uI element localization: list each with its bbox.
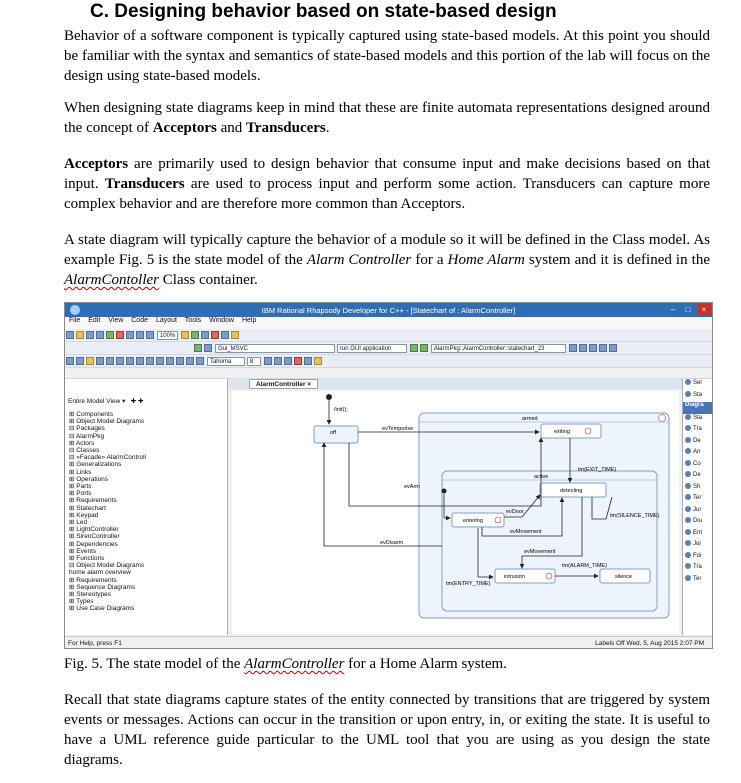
save-icon[interactable] [86, 331, 94, 339]
tree-item[interactable]: ⊞ Keypad [69, 511, 99, 519]
text-run: . [325, 120, 330, 136]
toolbox-label: De [693, 437, 701, 444]
toolbar-icon[interactable] [106, 357, 114, 365]
state-exiting[interactable] [541, 424, 601, 438]
statechart-diagram [232, 391, 679, 634]
font-size-select[interactable]: 8 [247, 357, 261, 366]
tab-alarm-controller[interactable]: AlarmController × [249, 379, 318, 389]
state-off-label: off [330, 430, 337, 436]
diagram-tabbar [229, 379, 684, 389]
toolbox-item[interactable] [683, 506, 713, 518]
menubar [65, 317, 712, 329]
maximize-icon[interactable]: □ [685, 305, 691, 314]
toolbox-label: Ter [693, 575, 702, 582]
initial-pseudostate [326, 394, 332, 400]
toolbox-label: Sta [693, 391, 703, 398]
close-icon[interactable]: × [697, 304, 711, 315]
toolbar-icon[interactable] [176, 357, 184, 365]
toolbar-icon[interactable] [609, 344, 617, 352]
state-entering-label: entering [463, 518, 483, 524]
toolbar-icon[interactable] [284, 357, 292, 365]
active-initial-pseudostate [442, 489, 447, 494]
minimize-icon[interactable]: – [670, 305, 676, 314]
toolbar-icon[interactable] [579, 344, 587, 352]
state-marker-icon [495, 517, 501, 523]
toolbar-icon[interactable] [116, 357, 124, 365]
state-armed-label: armed [522, 416, 538, 422]
condition-icon [685, 460, 691, 466]
model-browser [65, 379, 228, 635]
toolbar-icon[interactable] [76, 357, 84, 365]
toolbar-icon[interactable] [599, 344, 607, 352]
tree-item[interactable]: ⊟ AlarmPkg [69, 432, 105, 440]
toolbox-label: Diu [693, 518, 703, 524]
term-transducers: Transducers [246, 120, 326, 136]
status-help: For Help, press F1 [68, 640, 122, 647]
toolbox-item[interactable] [683, 460, 713, 472]
tree-item[interactable]: ⊞ Dependencies [69, 540, 118, 548]
toolbar-icon[interactable] [201, 331, 209, 339]
statechart-canvas [232, 391, 679, 634]
toolbar-1 [65, 329, 712, 342]
toolbar-icon[interactable] [314, 357, 322, 365]
toolbox-item[interactable] [683, 379, 713, 391]
toolbar-icon[interactable] [231, 331, 239, 339]
paragraph-acceptors-transducers [64, 98, 710, 138]
pane-title: Entire Model View [68, 398, 121, 405]
back-icon[interactable] [410, 344, 418, 352]
text-run: are primarily used to design behavior that consume input and make decisions based on that input. [64, 156, 710, 192]
toolbox-label: Ent [693, 529, 703, 536]
tree-item[interactable]: ⊟ «Facade» AlarmControll [69, 454, 146, 462]
tree-item[interactable]: ⊞ Requirements [69, 497, 117, 505]
default-transition-icon [685, 437, 691, 443]
ev-movement-2-label: evMovement [524, 549, 556, 555]
toolbar-icon[interactable] [294, 357, 302, 365]
toolbox-label: Sel [693, 380, 702, 386]
text-run: and [216, 120, 247, 136]
toolbar-3 [65, 355, 712, 368]
toolbar-icon[interactable] [96, 331, 104, 339]
toolbar-icon[interactable] [221, 331, 229, 339]
drawing-toolbox [682, 379, 713, 635]
tree-item[interactable]: ⊞ Actors [69, 439, 95, 447]
text-run: are used to process input and perform some action. Transducers can capture more complex behavior and are therefore more common than Acceptors. [64, 176, 710, 212]
text-run: for a [411, 252, 448, 268]
menu-item[interactable]: Window [209, 317, 234, 324]
toolbox-item[interactable] [683, 563, 713, 575]
toolbar-icon[interactable] [304, 357, 312, 365]
toolbar-icon[interactable] [264, 357, 272, 365]
toolbox-label: Jur [693, 506, 702, 513]
alarm-controller-term: Alarm Controller [306, 252, 412, 268]
run-icon[interactable] [194, 344, 202, 352]
text-run: A state diagram will typically capture the behavior of a module so it will be defined in the Class model. As example Fig. 5 is the state model of the [64, 232, 710, 268]
toolbar-icon[interactable] [146, 357, 154, 365]
window-titlebar [65, 303, 712, 317]
term-acceptors: Acceptors [64, 156, 129, 172]
terminal-icon [685, 494, 691, 500]
ev-disarm-label: evDisarm [380, 540, 404, 546]
toolbar-icon[interactable] [126, 331, 134, 339]
state-exiting-label: exiting [554, 429, 570, 435]
toolbox-label: Ter [693, 495, 702, 501]
toolbox-item[interactable] [683, 494, 713, 506]
menu-item[interactable]: Help [241, 317, 257, 324]
figure-caption [64, 654, 710, 674]
toolbox-label: Foi [693, 552, 702, 559]
term-acceptors: Acceptors [152, 120, 217, 136]
state-detecting-label: detecting [560, 488, 583, 494]
delete-icon[interactable] [116, 331, 124, 339]
forward-icon[interactable] [420, 344, 428, 352]
model-tree [69, 411, 146, 613]
toolbox-label: Co [693, 460, 701, 467]
rhapsody-screenshot [64, 302, 713, 649]
toolbox-label: An [693, 449, 701, 455]
tree-item[interactable]: ⊞ Sequence Diagrams [69, 583, 136, 591]
and-line-icon [685, 448, 691, 454]
diagram-connector-icon [685, 517, 691, 523]
zoom-select[interactable]: 100% [157, 331, 178, 340]
termination-icon [685, 575, 691, 581]
toolbar-icon[interactable] [66, 357, 74, 365]
toolbox-item[interactable] [683, 391, 713, 403]
stamp-icon [685, 391, 691, 397]
home-alarm-term: Home Alarm [447, 252, 525, 268]
init-label: /init(); [334, 407, 348, 413]
fork-icon [685, 552, 691, 558]
tree-item[interactable]: ⊞ Ports [69, 490, 92, 498]
toolbar-icon[interactable] [126, 357, 134, 365]
state-intrusion-label: intrusion [504, 574, 525, 580]
toolbar-icon[interactable] [156, 357, 164, 365]
toolbox-item[interactable] [683, 529, 713, 541]
toolbar-icon[interactable] [274, 357, 282, 365]
toolbox-label: Sta [693, 414, 703, 421]
class-name-term: AlarmContoller [64, 272, 160, 288]
toolbox-item[interactable] [683, 575, 713, 587]
text-run: for a Home Alarm system. [344, 656, 507, 672]
tree-item[interactable]: ⊞ Requirements [69, 576, 117, 584]
toolbox-label: Tra [693, 426, 702, 432]
toolbar-2 [65, 342, 712, 355]
menu-item[interactable]: Tools [184, 317, 202, 324]
tm-exit-label: tm(EXIT_TIME) [578, 467, 617, 473]
state-active-label: active [534, 474, 549, 480]
transition-label-icon [685, 563, 691, 569]
toolbar-icon[interactable] [191, 331, 199, 339]
toolbar-icon[interactable] [211, 331, 219, 339]
zoom-in-icon[interactable] [136, 331, 144, 339]
toolbar-icon[interactable] [589, 344, 597, 352]
toolbox-item[interactable] [683, 483, 713, 495]
tree-item[interactable]: ⊞ Use Case Diagrams [69, 605, 135, 613]
toolbox-label: Joi [693, 541, 701, 547]
config-select[interactable]: Gui_MSVC [215, 344, 335, 353]
text-run: Fig. 5. The state model of the [64, 656, 245, 672]
toolbar-icon[interactable] [136, 357, 144, 365]
tree-item[interactable]: ⊞ Stereotypes [69, 591, 111, 599]
toolbox-item[interactable] [683, 540, 713, 552]
entry-point-icon [685, 529, 691, 535]
toolbox-label: Sh [693, 483, 701, 490]
tree-item[interactable]: ⊞ Components [69, 411, 114, 418]
tree-item[interactable]: ⊞ Generalizations [69, 461, 122, 469]
tree-item[interactable]: ⊞ Events [69, 547, 97, 555]
menu-item[interactable]: Edit [88, 317, 101, 324]
build-icon[interactable] [204, 344, 212, 352]
toolbar-icon[interactable] [86, 357, 94, 365]
status-bar [65, 636, 712, 649]
tree-item[interactable]: ⊞ Types [69, 598, 94, 606]
toolbox-label: Tra [693, 564, 702, 570]
decision-icon [685, 471, 691, 477]
toolbox-label: Diagra [685, 402, 704, 408]
status-info: Labels Off Wed, 5, Aug 2015 2:07 PM [595, 640, 704, 647]
tree-item[interactable]: ⊟ Object Model Diagrams [69, 562, 145, 570]
section-heading: C. Designing behavior based on state-based design [90, 1, 557, 22]
toolbar-icon[interactable] [196, 357, 204, 365]
toolbar-icon[interactable] [569, 344, 577, 352]
paragraph-recall: Recall that state diagrams capture states of the entity connected by transitions that are triggered by system events or messages. Actions can occur in the transition or upon entry, in, or exiting the state. It is useful to have a UML reference guide particular to the UML tool that you are using as you design the state diagrams. [64, 692, 710, 768]
toolbox-item[interactable] [683, 552, 713, 564]
toolbox-section[interactable] [683, 402, 713, 414]
new-icon[interactable] [66, 331, 74, 339]
text-run: Class container. [159, 272, 258, 288]
state-marker-icon [659, 415, 666, 422]
toolbar-icon[interactable] [106, 331, 114, 339]
menu-item[interactable]: Code [131, 317, 148, 324]
window-title: IBM Rational Rhapsody Developer for C++ - [Statechart of : AlarmController] [261, 306, 516, 315]
term-transducers: Transducers [104, 176, 185, 192]
text-run: When designing state diagrams keep in mind that these are finite automata representations designed around the concept of [64, 100, 710, 136]
toolbar-icon[interactable] [166, 357, 174, 365]
state-silence-label: silence [615, 574, 633, 580]
tree-item[interactable]: ⊞ Object Model Diagrams [69, 418, 145, 426]
toolbar-icon[interactable] [186, 357, 194, 365]
text-run: system and it is defined in the [524, 252, 710, 268]
menu-item[interactable]: View [108, 317, 124, 324]
run-config-select[interactable]: run GUI application [337, 344, 407, 353]
toolbox-item[interactable] [683, 437, 713, 449]
breadcrumb-select[interactable]: AlarmPkg::AlarmController::statechart_23 [431, 344, 566, 353]
toolbar-spacer [65, 368, 712, 379]
state-icon [685, 414, 691, 420]
toolbox-item[interactable] [683, 517, 713, 529]
paragraph-intro: Behavior of a software component is typically captured using state-based models. At this point you should be familiar with the syntax and semantics of state-based models and this portion of the lab will focus on the design using state-based models. [64, 28, 710, 84]
tree-item[interactable]: ⊟ Classes [69, 447, 100, 455]
tm-silence-label: tm(SILENCE_TIME) [610, 513, 660, 519]
menu-item[interactable]: Layout [155, 317, 177, 324]
toolbox-item[interactable] [683, 425, 713, 437]
menu-item[interactable]: File [69, 317, 81, 324]
ev-temporise-label: evTemporise [382, 426, 414, 432]
tree-item[interactable]: ⊞ Led [69, 519, 88, 527]
state-marker-icon [546, 573, 552, 579]
tree-item[interactable]: ⊞ LightController [69, 526, 119, 534]
tree-item[interactable]: ⊞ Parts [69, 483, 92, 491]
transition-icon [685, 425, 691, 431]
tree-item[interactable]: home alarm overview [69, 569, 131, 577]
history-icon [685, 483, 691, 489]
toolbar-icon[interactable] [181, 331, 189, 339]
toolbox-item[interactable] [683, 414, 713, 426]
toolbox-item[interactable] [683, 471, 713, 483]
tree-item[interactable]: ⊞ Statechart [69, 504, 106, 512]
ev-arm-label: evArm [404, 484, 420, 490]
ev-door-label: evDoor [506, 509, 524, 515]
tree-item[interactable]: ⊞ Links [69, 468, 92, 476]
state-marker-icon [585, 428, 591, 434]
open-icon[interactable] [76, 331, 84, 339]
font-select[interactable]: Tahoma [207, 357, 245, 366]
junction-icon [685, 506, 691, 512]
paragraph-definitions [64, 154, 710, 214]
paragraph-example [64, 230, 710, 290]
tm-alarm-label: tm(ALARM_TIME) [562, 563, 607, 569]
tree-item[interactable]: ⊞ Operations [69, 475, 109, 483]
toolbox-item[interactable] [683, 448, 713, 460]
tree-item[interactable]: ⊟ Packages [69, 425, 105, 433]
toolbar-icon[interactable] [96, 357, 104, 365]
tm-entry-label: tm(ENTRY_TIME) [446, 581, 491, 587]
select-icon [685, 379, 691, 385]
zoom-out-icon[interactable] [146, 331, 154, 339]
tree-item[interactable]: ⊞ SirenController [69, 533, 120, 541]
join-icon [685, 540, 691, 546]
tree-item[interactable]: ⊞ Functions [69, 555, 105, 563]
ev-movement-1-label: evMovement [510, 529, 542, 535]
model-view-title[interactable]: Entire Model View ▾ ✚ ✚ [68, 398, 144, 405]
caption-class-name: AlarmController [244, 656, 345, 672]
tab-label: AlarmController [256, 381, 306, 388]
toolbox-label: De [693, 472, 701, 478]
